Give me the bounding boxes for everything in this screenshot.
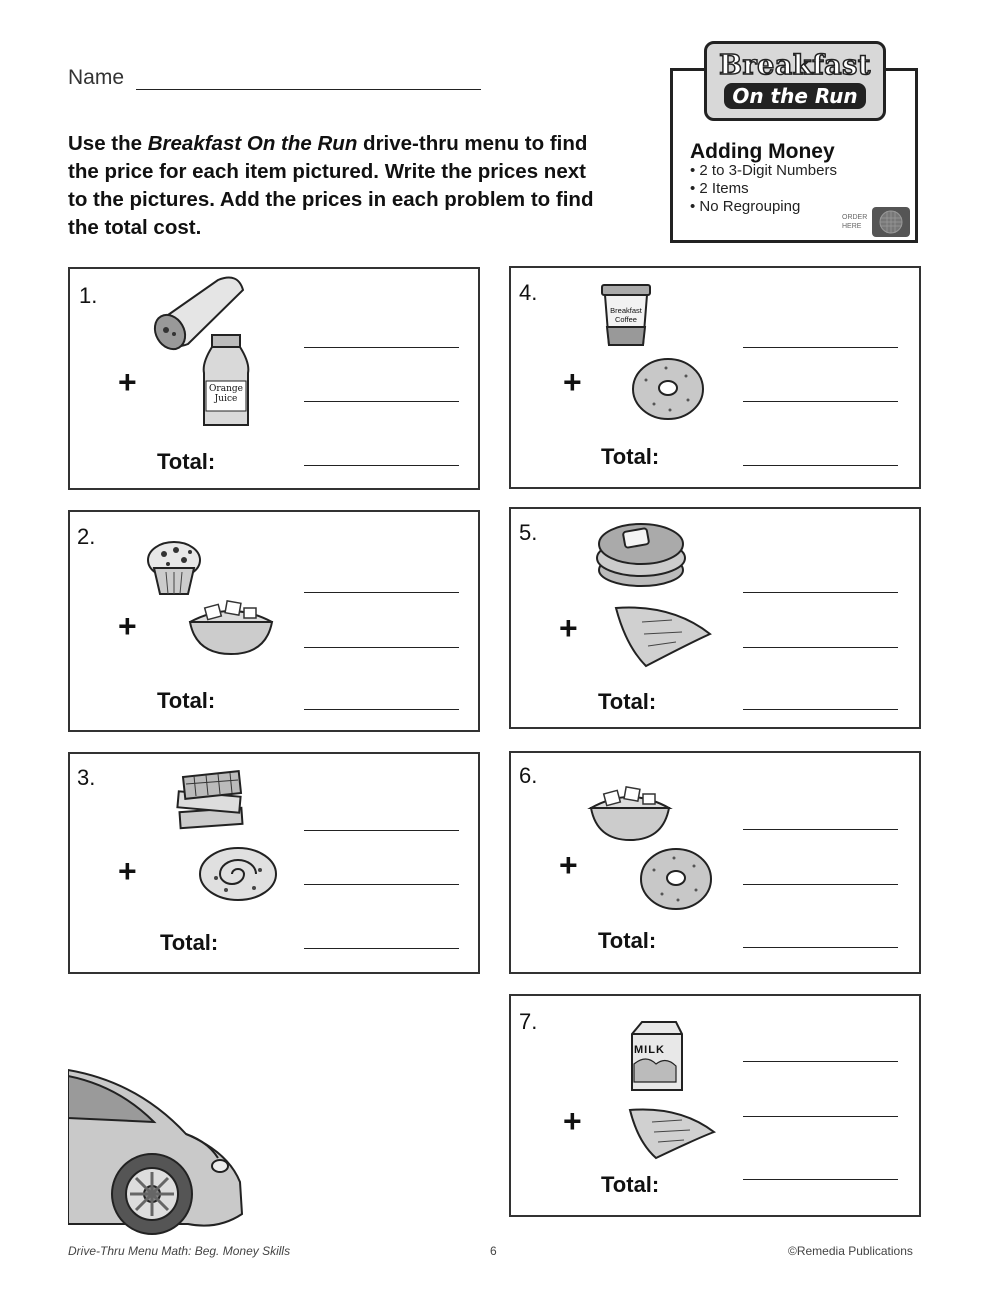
name-write-line[interactable] xyxy=(136,89,481,90)
price-line-2[interactable] xyxy=(304,884,459,885)
total-line[interactable] xyxy=(743,465,898,466)
milk-carton-label: MILK xyxy=(634,1044,665,1056)
price-line-2[interactable] xyxy=(743,401,898,402)
badge-bullets xyxy=(690,162,837,216)
plus-sign: + xyxy=(118,608,137,644)
price-line-2[interactable] xyxy=(743,1116,898,1117)
orange-juice-label: Orange Juice xyxy=(209,384,243,404)
problem-number: 7. xyxy=(519,1009,538,1034)
price-line-1[interactable] xyxy=(743,592,898,593)
coffee-cup-label: Breakfast Coffee xyxy=(610,306,642,324)
plus-sign: + xyxy=(563,1103,582,1139)
problem-number: 1. xyxy=(79,283,98,308)
total-label: Total: xyxy=(598,928,657,953)
price-line-1[interactable] xyxy=(743,1061,898,1062)
instructions: Use the Breakfast On the Run drive-thru menu to find the price for each item pictured. Write the prices next to the pictures. Add the prices in each problem to find the total cost. xyxy=(68,132,594,239)
plus-sign: + xyxy=(118,364,137,400)
price-line-2[interactable] xyxy=(304,647,459,648)
total-line[interactable] xyxy=(743,1179,898,1180)
problem-number: 4. xyxy=(519,280,538,305)
plus-sign: + xyxy=(559,610,578,646)
total-label: Total: xyxy=(157,688,216,713)
total-line[interactable] xyxy=(304,465,459,466)
badge-bullet: • 2 to 3-Digit Numbers xyxy=(690,162,837,179)
plus-sign: + xyxy=(563,364,582,400)
waffle-stack-icon xyxy=(172,770,250,837)
turnover-icon xyxy=(612,602,714,675)
footer-page-number: 6 xyxy=(490,1244,497,1258)
badge-title: Adding Money xyxy=(690,140,835,163)
pancake-stack-icon xyxy=(594,512,688,597)
milk-carton-icon xyxy=(626,1020,684,1097)
total-label: Total: xyxy=(160,930,219,955)
price-line-2[interactable] xyxy=(743,884,898,885)
badge-bullet: • 2 Items xyxy=(690,180,749,197)
badge-bullet: • No Regrouping xyxy=(690,198,801,215)
problem-number: 2. xyxy=(77,524,96,549)
breakfast-on-the-run-logo: Breakfast On the Run xyxy=(704,41,886,121)
price-line-1[interactable] xyxy=(304,347,459,348)
order-here-label: ORDER HERE xyxy=(842,214,868,230)
plus-sign: + xyxy=(118,853,137,889)
price-line-2[interactable] xyxy=(304,401,459,402)
bagel-icon xyxy=(630,356,706,427)
total-line[interactable] xyxy=(743,947,898,948)
cinnamon-roll-icon xyxy=(196,842,280,909)
car-icon xyxy=(68,1062,248,1247)
speaker-grille-icon xyxy=(872,207,910,237)
price-line-1[interactable] xyxy=(743,347,898,348)
problem-number: 5. xyxy=(519,520,538,545)
fruit-bowl-icon xyxy=(186,592,276,663)
total-label: Total: xyxy=(601,1172,660,1197)
total-line[interactable] xyxy=(743,709,898,710)
price-line-1[interactable] xyxy=(304,592,459,593)
turnover-icon xyxy=(626,1104,718,1167)
price-line-2[interactable] xyxy=(743,647,898,648)
price-line-1[interactable] xyxy=(743,829,898,830)
total-label: Total: xyxy=(157,449,216,474)
total-line[interactable] xyxy=(304,709,459,710)
fruit-bowl-icon xyxy=(587,780,673,849)
problem-number: 3. xyxy=(77,765,96,790)
bagel-icon xyxy=(638,846,714,917)
total-label: Total: xyxy=(598,689,657,714)
plus-sign: + xyxy=(559,847,578,883)
footer-book-title: Drive-Thru Menu Math: Beg. Money Skills xyxy=(68,1244,291,1258)
problem-number: 6. xyxy=(519,763,538,788)
footer-publisher: ©Remedia Publications xyxy=(788,1244,913,1258)
price-line-1[interactable] xyxy=(304,830,459,831)
name-label: Name xyxy=(68,66,125,89)
total-line[interactable] xyxy=(304,948,459,949)
total-label: Total: xyxy=(601,444,660,469)
